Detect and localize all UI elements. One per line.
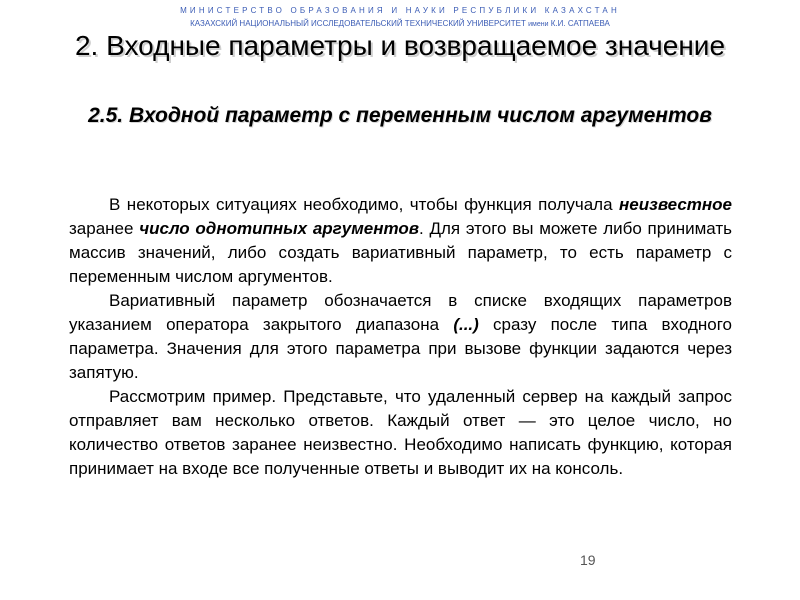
paragraph-1-text-3: . Для этого вы можете либо принимать массив значений, либо создать вариативный параметр, то есть параметр с переменным числом аргументов. — [69, 219, 733, 286]
ministry-header: МИНИСТЕРСТВО ОБРАЗОВАНИЯ И НАУКИ РЕСПУБЛИКИ КАЗАХСТАН — [180, 6, 620, 15]
body-text — [69, 193, 732, 481]
paragraph-2 — [69, 289, 732, 385]
paragraph-1-emphasis-2: число однотипных аргументов — [139, 219, 420, 238]
paragraph-1-text-2: заранее — [69, 219, 140, 238]
paragraph-1-emphasis-1: неизвестное — [619, 195, 732, 214]
section-subtitle: 2.5. Входной параметр с переменным числом аргументов — [88, 104, 712, 127]
page-number: 19 — [580, 552, 596, 568]
paragraph-1 — [69, 193, 732, 289]
paragraph-3 — [69, 385, 732, 481]
university-header — [0, 19, 800, 28]
paragraph-2-text-1: Вариативный параметр обозначается в списке входящих параметров указанием оператора закрытого диапазона — [69, 291, 732, 334]
paragraph-1-text-1: В некоторых ситуациях необходимо, чтобы функция получала — [109, 195, 620, 214]
university-name-prefix: имени — [528, 21, 549, 28]
slide-title: 2. Входные параметры и возвращаемое значение — [74, 30, 726, 61]
paragraph-2-text-2: сразу после типа входного параметра. Значения для этого параметра при вызове функции задаются через запятую. — [69, 315, 732, 382]
university-name-main: КАЗАХСКИЙ НАЦИОНАЛЬНЫЙ ИССЛЕДОВАТЕЛЬСКИЙ ТЕХНИЧЕСКИЙ УНИВЕРСИТЕТ — [190, 19, 526, 28]
paragraph-2-emphasis-1: (...) — [453, 315, 479, 334]
university-name: К.И. САТПАЕВА — [550, 19, 610, 28]
paragraph-3-text-1: Рассмотрим пример. Представьте, что удаленный сервер на каждый запрос отправляет вам несколько ответов. Каждый ответ — это целое число, но количество ответов заранее неизвестно. Необходимо написать функцию, которая принимает на входе все полученные ответы и выводит их на консоль. — [69, 387, 732, 478]
